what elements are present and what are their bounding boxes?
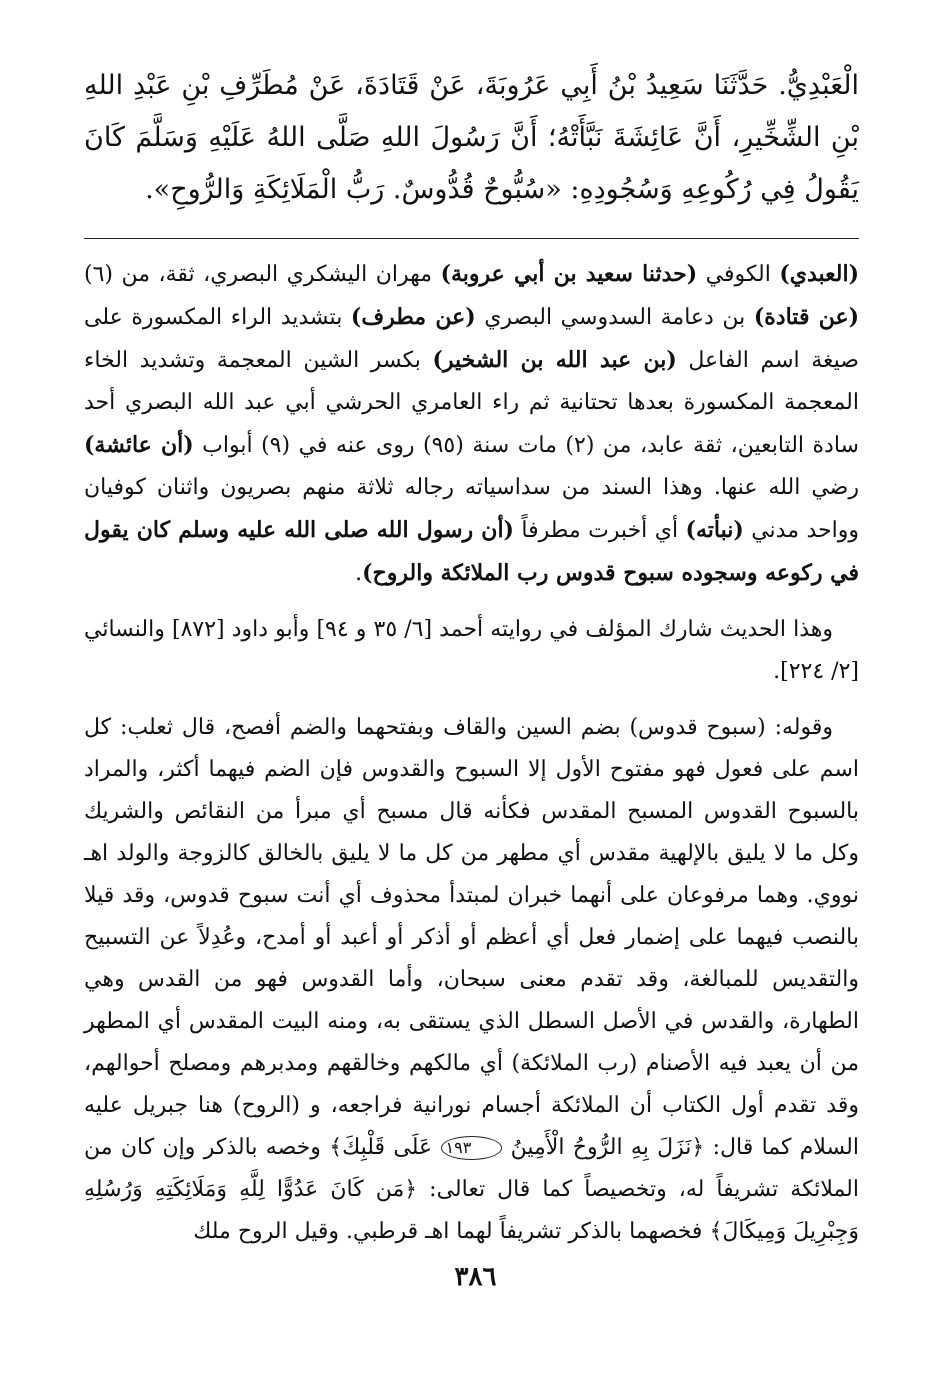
bold-term: (عن قتادة) [753, 304, 859, 330]
bold-term: (أن عائشة) [84, 432, 194, 458]
bold-term: (أن رسول الله صلى الله عليه وسلم كان يقول في ركوعه وسجوده سبوح قدوس رب الملائكة والروح) [84, 517, 859, 586]
quran-verse: ﴿مَن كَانَ عَدُوًّا لِلَّهِ وَمَلَائِكَتِهِ وَرُسُلِهِ وَجِبْرِيلَ وَمِيكَالَ﴾ [84, 1177, 859, 1244]
bold-term: (حدثنا سعيد بن أبي عروبة) [440, 261, 698, 287]
bold-term: (بن عبد الله بن الشخير) [432, 347, 677, 373]
commentary-text: أي أخبرت مطرفاً [513, 518, 686, 543]
quran-verse: ﴿نَزَلَ بِهِ الرُّوحُ الْأَمِينُ [510, 1135, 705, 1160]
hadith-text: الْعَبْدِيُّ. حَدَّثَنَا سَعِيدُ بْنُ أَبِي عَرُوبَةَ، عَنْ قَتَادَةَ، عَنْ مُطَرِّفِ بْنِ عَبْدِ اللهِ بْنِ الشِّخِّيرِ، أَنَّ عَائِشَةَ نَبَّأَتْهُ؛ أَنَّ رَسُولَ اللهِ صَلَّى اللهُ عَلَيْهِ وَسَلَّمَ كَانَ يَقُولُ فِي رُكُوعِهِ وَسُجُودِهِ: «سُبُّوحٌ قُدُّوسٌ. رَبُّ الْمَلَائِكَةِ وَالرُّوحِ». [84, 70, 859, 205]
bold-term: (عن مطرف) [350, 304, 476, 330]
commentary-text: مهران اليشكري البصري، ثقة، من (٦) [84, 262, 441, 287]
ayah-number-marker: ١٩٣ [441, 1136, 503, 1160]
commentary-paragraph-sources: وهذا الحديث شارك المؤلف في روايته أحمد [٦/ ٣٥ و ٩٤] وأبو داود [٨٧٢] والنسائي [٢/ ٢٢٤]. [84, 617, 859, 684]
commentary-text: فخصهما بالذكر تشريفاً لهما اهـ قرطبي. وقيل الروح ملك [193, 1219, 710, 1244]
commentary-text: وخصه بالذكر وإن كان من الملائكة تشريفاً له، وتخصيصاً كما قال تعالى: [84, 1135, 860, 1202]
commentary-text: وقوله: (سبوح قدوس) بضم السين والقاف وبفتحهما والضم أفصح، قال ثعلب: كل اسم على فعول فهو مفتوح الأول إلا السبوح والقدوس فإن الضم فيهما أكثر، والمراد بالسبوح القدوس المسبح المقدس فكأنه قال مسبح أي مبرأ من النقائص والشريك وكل ما لا يليق بالإلهية مقدس أي مطهر من كل ما لا يليق بالخالق كالزوجة والولد اهـ نووي. وهما مرفوعان على أنهما خبران لمبتدأ محذوف أي أنت سبوح قدوس، وقد قيلا بالنصب فيهما على إضمار فعل أي أعظم أو أذكر أو أعبد أو أمدح، وعُدِلاً عن التسبيح والتقديس للمبالغة، وقد تقدم معنى سبحان، وأما القدوس فهو من القدس وهي الطهارة، والقدس في الأصل السطل الذي يستقى به، ومنه البيت المقدس أي المطهر من أن يعبد فيه الأصنام (رب الملائكة) أي مالكهم وخالقهم ومدبرهم ومصلح أحوالهم، وقد تقدم أول الكتاب أن الملائكة أجسام نورانية فراجعه، و (الروح) هنا جبريل عليه السلام كما قال: [84, 715, 859, 1160]
footnote-divider [84, 238, 859, 239]
commentary-text: بتشديد الراء المكسورة على صيغة اسم الفاعل [84, 305, 859, 373]
bold-term: (العبدي) [779, 261, 859, 287]
commentary-text: الكوفي [697, 262, 780, 287]
commentary-text: رضي الله عنها. وهذا السند من سداسياته رجاله ثلاثة منهم بصريون واثنان كوفيان وواحد مدني [84, 475, 859, 543]
quran-verse: عَلَى قَلْبِكَ﴾ [329, 1135, 433, 1160]
commentary [84, 253, 859, 1253]
commentary-text: بكسر الشين المعجمة وتشديد الخاء المعجمة المكسورة بعدها تحتانية ثم راء العامري الحرشي أبي عبد الله البصري أحد سادة التابعين، ثقة عابد، من (٢) مات سنة (٩٥) روى عنه في (٩) أبواب [84, 348, 859, 458]
page [84, 60, 859, 1360]
commentary-paragraph-narrators [84, 253, 859, 595]
page-number: ٣٨٦ [454, 1262, 497, 1292]
commentary-text: بن دعامة السدوسي البصري [475, 305, 754, 330]
commentary-text: . [355, 561, 363, 586]
commentary-paragraph-explanation [84, 707, 859, 1253]
bold-term: (نبأته) [685, 517, 744, 543]
